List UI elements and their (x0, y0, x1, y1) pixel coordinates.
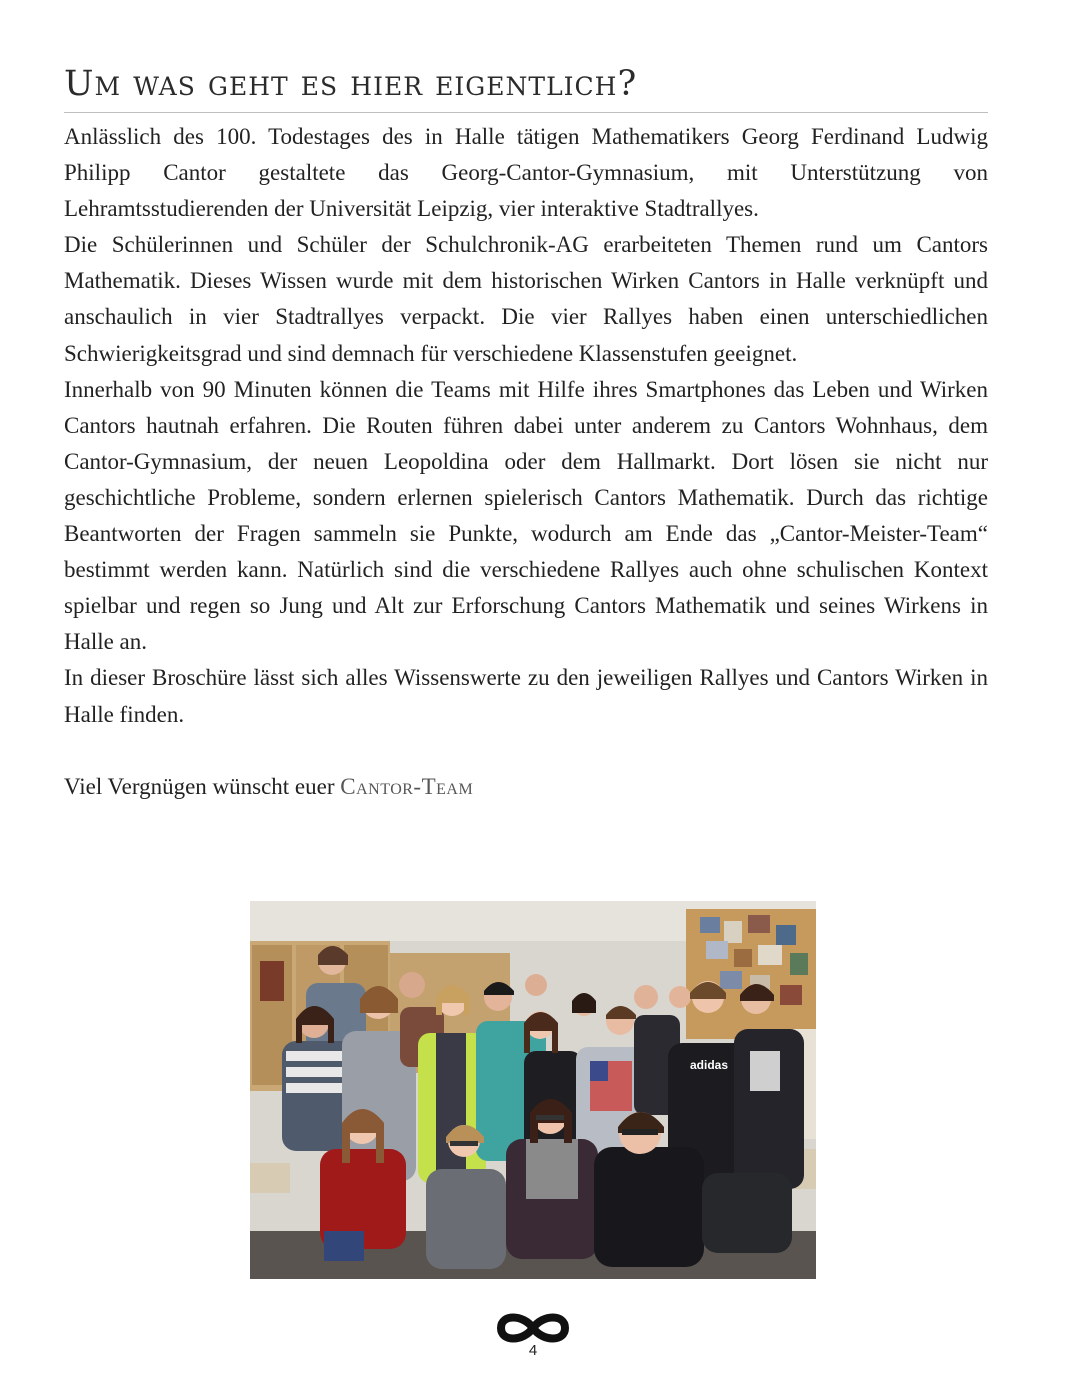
group-photo (250, 901, 816, 1279)
page-title: Um was geht es hier eigentlich? (64, 62, 988, 113)
paragraph-themes: Die Schülerinnen und Schüler der Schulchronik-AG erarbeiteten Themen rund um Cantors Mathematik. Dieses Wissen wurde mit dem historischen Wirken Cantors in Halle verknüpft und anschaulich in vier Stadtrallyes verpackt. Die vier Rallyes haben einen unterschiedlichen Schwierigkeitsgrad und sind demnach für verschiedene Klassenstufen geeignet. (64, 232, 988, 366)
page-content (64, 62, 988, 805)
paragraph-brochure: In dieser Broschüre lässt sich alles Wissenswerte zu den jeweiligen Rallyes und Cantors Wirken in Halle finden. (64, 665, 988, 727)
signoff (64, 769, 988, 805)
shirt-print-text: adidas (690, 1058, 729, 1072)
page-number: 4 (528, 1342, 538, 1359)
body-text (64, 119, 988, 805)
signoff-text: Viel Vergnügen wünscht euer (64, 773, 335, 799)
paragraph-rallyes: Innerhalb von 90 Minuten können die Teams mit Hilfe ihres Smartphones das Leben und Wirken Cantors hautnah erfahren. Die Routen führen dabei unter anderem zu Cantors Wohnhaus, dem Cantor-Gymnasium, der neuen Leopoldina oder dem Hallmarkt. Dort lösen sie nicht nur geschichtliche Probleme, sondern erlernen spielerisch Cantors Mathematik. Durch das richtige Beantworten der Fragen sammeln sie Punkte, wodurch am Ende das „Cantor-Meister-Team“ bestimmt werden kann. Natürlich sind die verschiedene Rallyes auch ohne schulischen Kontext spielbar und regen so Jung und Alt zur Erforschung Cantors Mathematik und seines Wirkens in Halle an. (64, 376, 988, 655)
signoff-team: Cantor-Team (340, 773, 474, 799)
paragraph-intro: Anlässlich des 100. Todestages des in Halle tätigen Mathematikers Georg Ferdinand Ludwig Philipp Cantor gestaltete das Georg-Cantor-Gymnasium, mit Unterstützung von Lehramtsstudierenden der Universität Leipzig, vier interaktive Stadtrallyes. (64, 124, 988, 222)
